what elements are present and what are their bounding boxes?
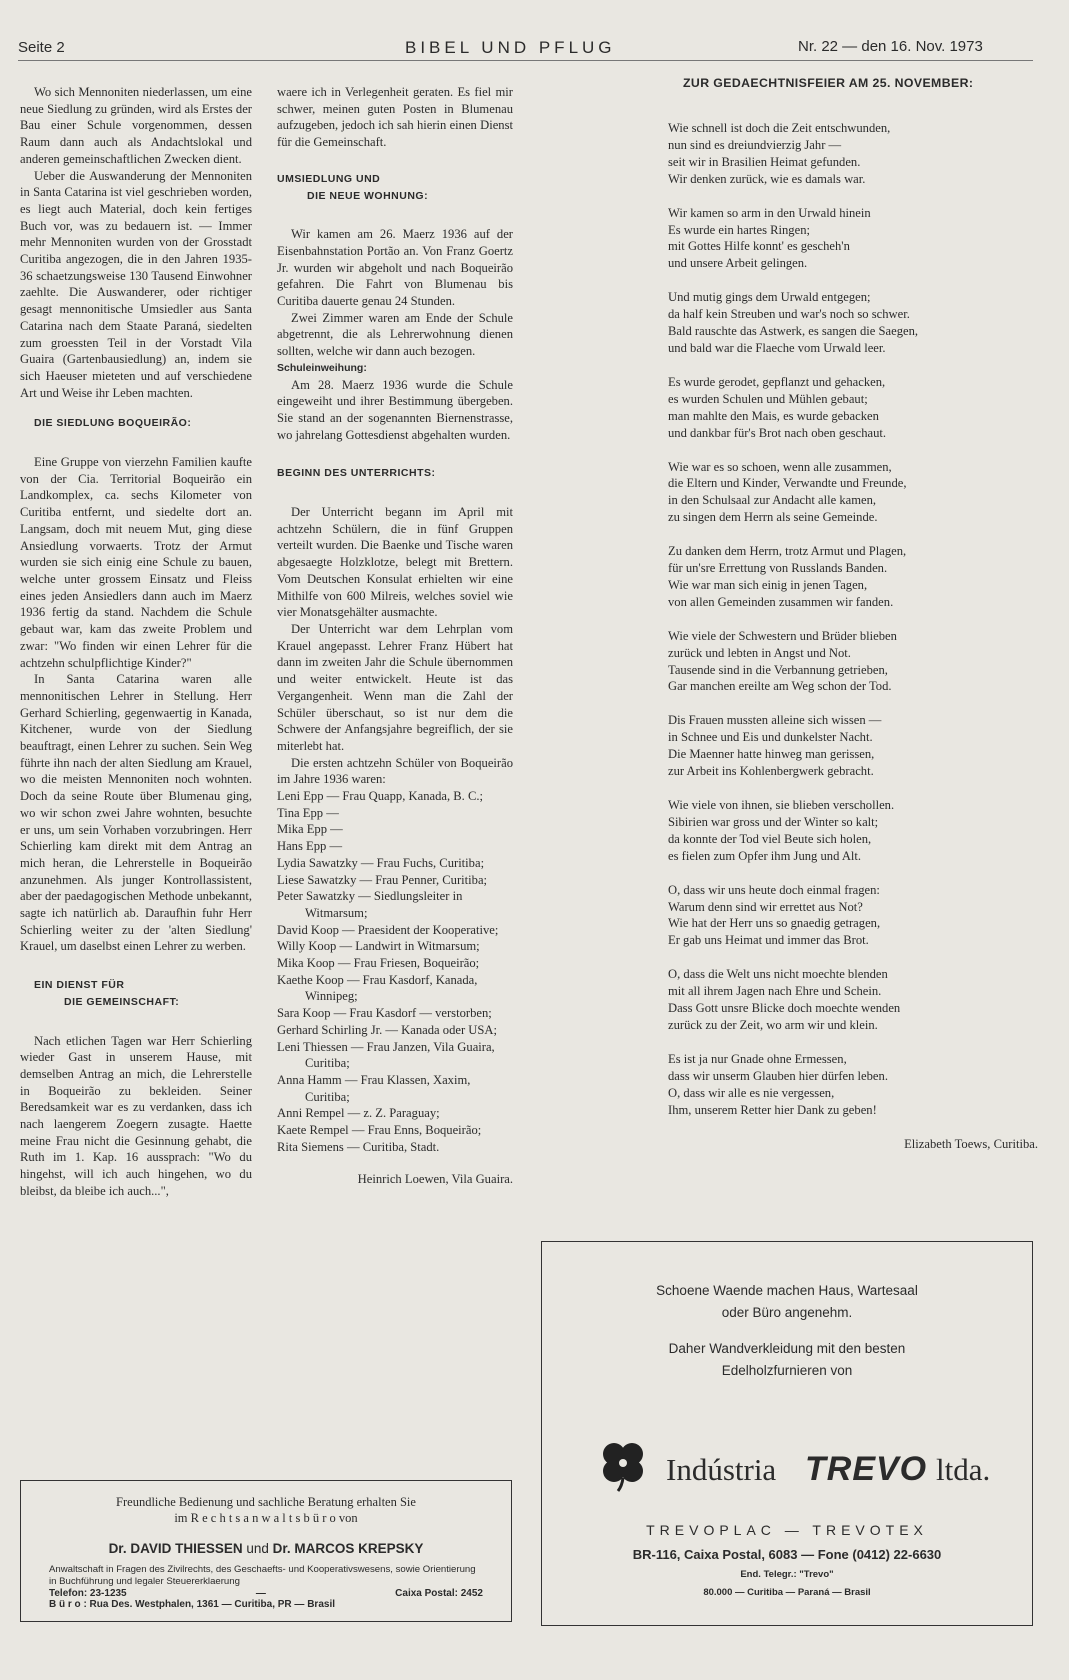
poem-line: Es wurde gerodet, gepflanzt und gehacken, <box>668 374 886 389</box>
poem-line: O, dass die Welt uns nicht moechte blenden <box>668 967 888 982</box>
paragraph: Der Unterricht begann im April mit achtzehn Schülern, die in fünf Gruppen verteilt wurden. Die Baenke und Tische waren abgesaegte Holzklotze, belegt mit Brettern. Vom Deutschen Konsulat erhielten wir eine Mithilfe von 600 Milreis, welches soviel wie vier Monatsgehälter ausmachte. <box>277 505 513 620</box>
poem-stanza <box>668 289 1038 357</box>
paragraph: waere ich in Verlegenheit geraten. Es fiel mir schwer, meinen guten Posten in Blumenau aufzugeben, jedoch ich sah hierin einen Dienst für die Gemeinschaft. <box>277 85 513 150</box>
list-item: Rita Siemens — Curitiba, Stadt. <box>277 1139 440 1154</box>
poem-line: Wie war man sich einig in jenen Tagen, <box>668 577 868 592</box>
poem-line: Wie viele von ihnen, sie blieben verschollen. <box>668 798 895 812</box>
phone: Telefon: 23-1235 <box>49 1588 127 1599</box>
poem-line: und bald war die Flaeche vom Urwald leer. <box>668 340 886 355</box>
issue-date: Nr. 22 — den 16. Nov. 1973 <box>798 38 983 55</box>
list-item: Gerhard Schirling Jr. — Kanada oder USA; <box>277 1022 497 1037</box>
section-heading-line2: DIE NEUE WOHNUNG: <box>307 189 429 202</box>
list-item: Mika Koop — Frau Friesen, Boqueirão; <box>277 956 480 971</box>
list-item: Lydia Sawatzky — Frau Fuchs, Curitiba; <box>277 855 485 870</box>
poem-line: Wie war es so schoen, wenn alle zusammen, <box>668 459 892 474</box>
paragraph: In Santa Catarina waren alle mennonitischen Lehrer in Stellung. Herr Gerhard Schierling, gegenwaertig in Kanada, Kitchener, wurde von der Siedlung beauftragt, einen Lehrer zu suchen. Sein Weg führte ihn nach der alten Siedlung am Krauel, wo die meisten Mennoniten noch wohnten. Doch da seine Route über Blumenau ging, wo wir schon zwei Jahre wohnten, besuchte er uns, um sein Vorhaben vorzubringen. Herr Schierling kam direkt mit dem Antrag an mich heran, die Lehrerstelle in Boqueirão anzunehmen. Als junger Kontrollassistent, aber der paedagogischen Methode unbekannt, sagte ich natürlich ab. Daraufhin fuhr Herr Schierling weiter zu der 'alten Siedlung' Krauel, um daselbst einen Lehrer zu werben. <box>20 672 252 954</box>
list-item: Sara Koop — Frau Kasdorf — verstorben; <box>277 1006 492 1021</box>
poem-line: Wie viele der Schwestern und Brüder blieben <box>668 628 897 643</box>
company-address: BR-116, Caixa Postal, 6083 — Fone (0412) 22-6630 <box>632 1547 942 1562</box>
brand-suffix: ltda. <box>936 1452 991 1487</box>
ad-intro <box>21 1494 511 1526</box>
poem-stanza <box>668 628 1038 696</box>
contact-row <box>21 1588 511 1599</box>
brand-name: TREVO <box>805 1450 928 1488</box>
lawyer-names <box>21 1541 511 1556</box>
poem-line: zurück und lebten in Angst und Not. <box>668 645 851 660</box>
student-list <box>277 788 513 1155</box>
poem-line: Und mutig gings dem Urwald entgegen; <box>668 290 871 305</box>
poem-line: und dankbar für's Brot nach oben geschaut. <box>668 425 887 440</box>
paragraph: Ueber die Auswanderung der Mennoniten in Santa Catarina ist viel geschrieben worden, es liegt auch Material, doch kein fertiges Buch vor, was zu bedauern ist. — Immer mehr Mennoniten wurden von der Grosstadt Curitiba angezogen, die in den Jahren 1935-36 schaetzungsweise 130 Tausend Einwohner zaehlte. Die Auswanderer, oder richtiger gesagt mennonitische Umsiedler aus Santa Catarina nach dem Staate Paraná, siedelten zum groessten Teil in der Vorstadt Vila Guaira (Gartenbausiedlung) an, indem sie sich Haeuser mieteten und auf verschiedene Art und Weise ihr Leben machten. <box>20 168 252 400</box>
office-address-text: B ü r o : Rua Des. Westphalen, 1361 — Curitiba, PR — Brasil <box>49 1599 335 1610</box>
poem-stanza <box>668 797 1038 865</box>
list-item: Leni Thiessen — Frau Janzen, Vila Guaira, Curitiba; <box>277 1039 495 1071</box>
poem-line: Es wurde ein hartes Ringen; <box>668 222 810 237</box>
law-office-ad <box>20 1480 512 1622</box>
poem-line: Ihm, unserem Retter hier Dank zu geben! <box>668 1102 877 1117</box>
poem-line: die Eltern und Kinder, Verwandte und Freunde, <box>668 476 907 491</box>
article-column-1 <box>20 84 252 1200</box>
ad-line: Schoene Waende machen Haus, Wartesaal <box>656 1283 918 1298</box>
list-item: Leni Epp — Frau Quapp, Kanada, B. C.; <box>277 789 484 804</box>
paragraph: Nach etlichen Tagen war Herr Schierling wieder Gast in unserem Hause, mit demselben Antrag an mich, die Lehrerstelle in Boqueirão zu bekleiden. Seiner Beredsamkeit war es zu verdanken, dass ich nach laengerem Zoegern zusagte. Haette meine Frau nicht die Gesinnung gehabt, die Ruth im 1. Kap. 16 aussprach: "Wo du hingehst, will ich auch hingehen, wo du bleibst, da bleibe ich auch...", <box>20 1033 252 1198</box>
paragraph: Die ersten achtzehn Schüler von Boqueirão im Jahre 1936 waren: <box>277 755 513 787</box>
poem-line: dass wir unserm Glauben hier dürfen leben. <box>668 1068 888 1083</box>
page-number: Seite 2 <box>18 39 65 56</box>
list-item: Kaete Rempel — Frau Enns, Boqueirão; <box>277 1123 482 1138</box>
trevo-logo <box>596 1438 991 1498</box>
lawyer-name-2: Dr. MARCOS KREPSKY <box>272 1541 424 1556</box>
poem-line: Gar manchen ereilte am Weg schon der Tod. <box>668 679 892 694</box>
poem-line: in den Schulsaal zur Andacht alle kamen, <box>668 493 877 508</box>
poem-line: für un'sre Errettung von Russlands Banden. <box>668 561 888 576</box>
article-signature: Heinrich Loewen, Vila Guaira. <box>357 1172 513 1187</box>
paragraph: Am 28. Maerz 1936 wurde die Schule eingeweiht und ihrer Bestimmung übergeben. Sie stand an der sogenannten Biernenstrasse, wo jahrelang Gottesdienst abgehalten wurden. <box>277 377 513 442</box>
article-column-2 <box>277 84 513 1188</box>
telegram-address: End. Telegr.: "Trevo" <box>740 1569 834 1580</box>
list-item: Liese Sawatzky — Frau Penner, Curitiba; <box>277 872 488 887</box>
section-heading-line1: EIN DIENST FÜR <box>34 979 125 992</box>
poem-line: Tausende sind in die Verbannung getrieben, <box>668 662 888 677</box>
poem-stanza <box>668 374 1038 442</box>
poem-title: ZUR GEDAECHTNISFEIER AM 25. NOVEMBER: <box>683 76 974 90</box>
paragraph: Eine Gruppe von vierzehn Familien kaufte von der Cia. Territorial Boqueirão ein Landkomplex, ca. sechs Kilometer von Curitiba entfernt, und siedelte dort an. Langsam, doch mit neuem Mut, ging diese Ansiedlung vorwaerts. Trotz der Armut wurden sie sich einig eine Schule zu bauen, welche unter grossem Einsatz und Fleiss eines jeden Ansiedlers dann auch im Maerz 1936 fertig da stand. Nachdem die Schule gebaut war, kam das zweite Problem und zwar: "Wo finden wir einen Lehrer für die achtzehn schulpflichtige Kinder?" <box>20 455 252 670</box>
poem-line: es fielen zum Opfer ihm Jung und Alt. <box>668 848 862 863</box>
list-item: Peter Sawatzky — Siedlungsleiter in Witmarsum; <box>277 889 463 920</box>
paragraph: Wir kamen am 26. Maerz 1936 auf der Eisenbahnstation Portão an. Von Franz Goertz Jr. wurden wir abgeholt und nach Boqueirão gefahren. Die Fahrt von Blumenau bis Curitiba dauerte genau 24 Stunden. <box>277 227 513 309</box>
poem-author: Elizabeth Toews, Curitiba. <box>904 1136 1038 1151</box>
company-city: 80.000 — Curitiba — Paraná — Brasil <box>703 1587 871 1598</box>
ad-intro-line2: im R e c h t s a n w a l t s b ü r o von <box>174 1511 358 1525</box>
poem-line: O, dass wir uns heute doch einmal fragen: <box>668 882 880 897</box>
poem-line: Wir denken zurück, wie es damals war. <box>668 171 866 186</box>
section-heading: DIE SIEDLUNG BOQUEIRÃO: <box>34 417 192 430</box>
section-heading-line1: UMSIEDLUNG UND <box>277 172 381 185</box>
poem-line: es wurden Schulen und Mühlen gebaut; <box>668 391 868 406</box>
poem-line: Wie schnell ist doch die Zeit entschwunden, <box>668 121 891 135</box>
poem-stanza <box>668 1051 1038 1119</box>
poem-line: da konnte der Tod viel Beute sich holen, <box>668 831 872 846</box>
list-item: Tina Epp — <box>277 805 339 820</box>
poem-stanza <box>668 966 1038 1034</box>
poem-stanza <box>668 120 1038 188</box>
separator: — <box>255 1588 266 1599</box>
product-names: TREVOPLAC — TREVOTEX <box>646 1522 928 1538</box>
poem-line: Zu danken dem Herrn, trotz Armut und Plagen, <box>668 544 907 559</box>
list-item: Anni Rempel — z. Z. Paraguay; <box>277 1106 440 1121</box>
poem-line: zur Arbeit ins Kohlenbergwerk gebracht. <box>668 764 874 779</box>
trevo-ad <box>541 1241 1033 1626</box>
poem-line: mit Gottes Hilfe konnt' es gescheh'n <box>668 239 850 254</box>
ad-line: Edelholzfurnieren von <box>721 1363 853 1378</box>
list-item: Kaethe Koop — Frau Kasdorf, Kanada, Winnipeg; <box>277 972 478 1004</box>
and-word: und <box>246 1541 269 1556</box>
poem-line: nun sind es dreiundvierzig Jahr — <box>668 137 842 152</box>
poem-stanza <box>668 543 1038 611</box>
poem-line: Die Maenner hatte hinweg man gerissen, <box>668 747 875 762</box>
section-heading: BEGINN DES UNTERRICHTS: <box>277 467 436 480</box>
poem-stanza <box>668 205 1038 273</box>
po-box: Caixa Postal: 2452 <box>395 1588 483 1599</box>
poem-line: und unsere Arbeit gelingen. <box>668 256 808 271</box>
poem-column <box>668 120 1038 1152</box>
section-heading-line2: DIE GEMEINSCHAFT: <box>64 995 180 1008</box>
poem-stanza <box>668 459 1038 527</box>
newspaper-title: BIBEL UND PFLUG <box>405 38 616 57</box>
poem-line: von allen Gemeinden zusammen wir fanden. <box>668 594 894 609</box>
clover-icon <box>596 1438 650 1492</box>
subheading: Schuleinweihung: <box>277 361 367 374</box>
poem-stanza <box>668 712 1038 780</box>
list-item: Anna Hamm — Frau Klassen, Xaxim, Curitiba; <box>277 1072 471 1104</box>
poem-line: Sibirien war gross und der Winter so kalt; <box>668 814 879 829</box>
poem-line: Dis Frauen mussten alleine sich wissen — <box>668 713 882 728</box>
poem-line: Er gab uns Heimat und immer das Brot. <box>668 933 869 948</box>
office-address <box>21 1599 511 1610</box>
poem-line: O, dass wir alle es nie vergessen, <box>668 1085 835 1100</box>
poem-line: mit all ihrem Jagen nach Ehre und Schein. <box>668 984 882 999</box>
poem-line: Warum denn sind wir errettet aus Not? <box>668 899 863 914</box>
poem-line: man mahlte den Mais, es wurde gebacken <box>668 408 879 423</box>
section-heading <box>277 171 513 204</box>
ad-intro-line1: Freundliche Bedienung und sachliche Beratung erhalten Sie <box>116 1495 416 1509</box>
poem-line: Es ist ja nur Gnade ohne Ermessen, <box>668 1051 847 1066</box>
list-item: Hans Epp — <box>277 839 343 854</box>
header-rule <box>18 60 1033 61</box>
section-heading <box>34 977 252 1010</box>
ad-line: oder Büro angenehm. <box>721 1305 853 1320</box>
paragraph: Zwei Zimmer waren am Ende der Schule abgetrennt, die als Lehrerwohnung dienen sollten, welche wir dann auch bezogen. <box>277 310 513 359</box>
lawyer-name-1: Dr. DAVID THIESSEN <box>108 1541 243 1556</box>
list-item: David Koop — Praesident der Kooperative; <box>277 922 499 937</box>
poem-line: da half kein Streuben und war's noch so schwer. <box>668 307 910 322</box>
paragraph: Wo sich Mennoniten niederlassen, um eine neue Siedlung zu gründen, wird als Erstes der Bau einer Schule vorgenommen, dessen Raum dann auch als Andachtslokal und anderen gemeinschaftlichen Zwecken dient. <box>20 85 252 166</box>
poem-line: Wir kamen so arm in den Urwald hinein <box>668 205 871 220</box>
paragraph: Der Unterricht war dem Lehrplan vom Krauel angepasst. Lehrer Franz Hübert hat dann im zweiten Jahr die Schule übernommen und weiter entwickelt. Heute ist das Vergangenheit. Wenn man die Zahl der Schüler überschaut, so ist nur dem die Schwere der Anfangsjahre begreiflich, der sie miterlebt hat. <box>277 621 513 753</box>
poem-line: Wie hat der Herr uns so gnaedig getragen, <box>668 916 881 931</box>
poem-line: seit wir in Brasilien Heimat gefunden. <box>668 154 861 169</box>
poem-stanza <box>668 882 1038 950</box>
poem-line: Bald rauschte das Astwerk, es sangen die Saegen, <box>668 324 919 339</box>
brand-prefix: Indústria <box>666 1452 777 1487</box>
poem-line: Dass Gott unsre Blicke doch moechte wenden <box>668 1001 901 1016</box>
list-item: Mika Epp — <box>277 822 343 837</box>
ad-line: Daher Wandverkleidung mit den besten <box>668 1341 906 1356</box>
poem-line: zurück zu der Zeit, wo arm wir und klein. <box>668 1017 878 1032</box>
poem-line: in Schnee und Eis und dunkelster Nacht. <box>668 730 873 745</box>
poem-line: zu singen dem Herrn als seine Gemeinde. <box>668 510 878 525</box>
list-item: Willy Koop — Landwirt in Witmarsum; <box>277 939 480 954</box>
law-services: Anwaltschaft in Fragen des Zivilrechts, des Geschaefts- und Kooperativswesens, sowie Orientierung in Buchführung und legaler Steuererklaerung <box>49 1564 476 1587</box>
